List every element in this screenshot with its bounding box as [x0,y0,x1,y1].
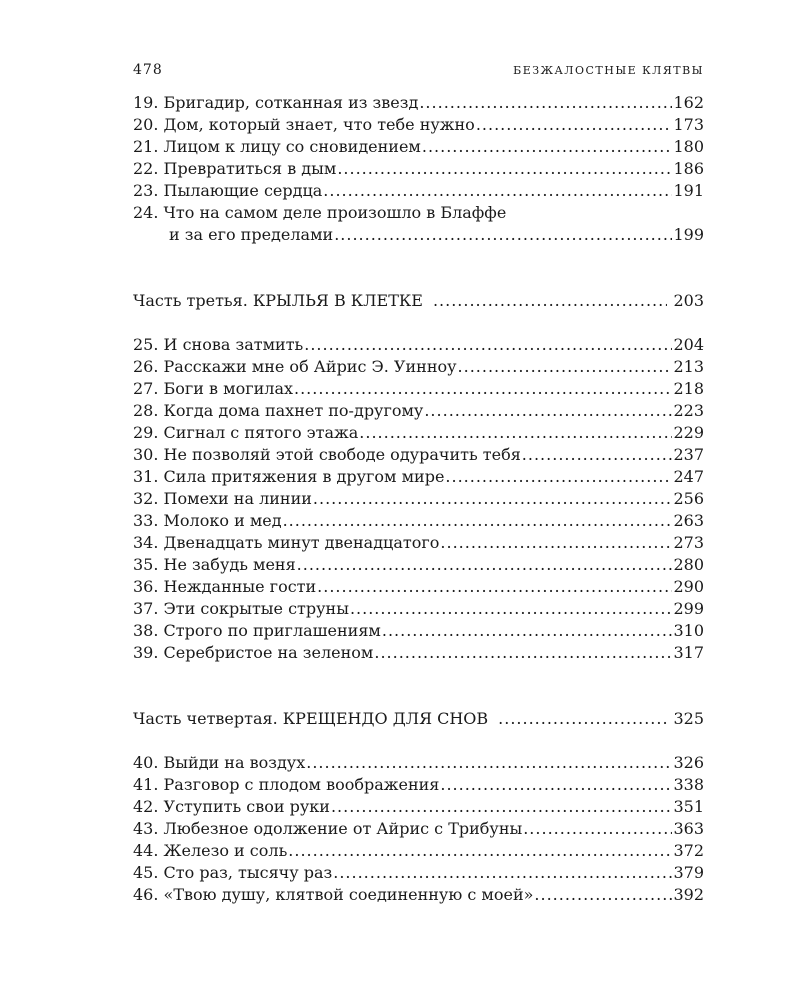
toc-entry-title: 44. Железо и соль [133,841,288,860]
toc-entry-page: 204 [673,335,704,354]
toc-entry-page: 351 [673,797,704,816]
toc-entry-title: 22. Превратиться в дым [133,159,337,178]
toc-entry-page: 247 [673,467,704,486]
toc-entry [133,620,704,642]
dot-leader [523,818,672,840]
toc-entry-page: 338 [673,775,704,794]
toc-entry [133,466,704,488]
dot-leader [306,752,672,774]
book-title: БЕЗЖАЛОСТНЫЕ КЛЯТВЫ [513,64,704,77]
toc-entry-title: 21. Лицом к лицу со сновидением [133,137,421,156]
toc-entry-title: 35. Не забудь меня [133,555,296,574]
dot-leader [440,774,672,796]
toc-entry-title: 46. «Твою душу, клятвой соединенную с моей» [133,885,534,904]
toc-entry-continuation [133,224,704,246]
toc-entry [133,818,704,840]
toc-entry-page: 256 [673,489,704,508]
toc-entry-title: 29. Сигнал с пятого этажа [133,423,359,442]
toc-entry-title: 43. Любезное одолжение от Айрис с Трибуны [133,819,523,838]
toc-entry-title: 27. Боги в могилах [133,379,293,398]
toc-entry [133,576,704,598]
dot-leader [350,598,673,620]
toc-entry-page: 223 [673,401,704,420]
toc-entry-page: 290 [673,577,704,596]
toc-entry-title: 20. Дом, который знает, что тебе нужно [133,115,475,134]
dot-leader [333,862,672,884]
toc-entry-title: 31. Сила притяжения в другом мире [133,467,445,486]
part-title: Часть четвертая. КРЕЩЕНДО ДЛЯ СНОВ [133,709,489,728]
toc-entry-title: 19. Бригадир, сотканная из звезд [133,93,419,112]
dot-leader [313,488,673,510]
toc-entry-page: 186 [673,159,704,178]
dot-leader [331,796,672,818]
toc-entry [133,378,704,400]
toc-entry [133,774,704,796]
dot-leader [304,334,672,356]
toc-entry [133,598,704,620]
dot-leader [522,444,673,466]
toc-entry-page: 273 [673,533,704,552]
toc-entry [133,510,704,532]
toc-entry [133,840,704,862]
toc-entry-page: 326 [673,753,704,772]
dot-leader [359,422,672,444]
toc-entry [133,136,704,158]
toc-entry-page: 263 [673,511,704,530]
dot-leader [323,180,672,202]
toc-entry-page: 180 [673,137,704,156]
running-head [133,62,704,92]
toc-entry-title: 36. Нежданные гости [133,577,317,596]
toc-entry [133,400,704,422]
toc-entry [133,642,704,664]
toc-entry [133,752,704,774]
toc-entry-title: 30. Не позволяй этой свободе одурачить тебя [133,445,521,464]
dot-leader [422,136,673,158]
book-page [133,62,704,906]
toc-entry-title: 28. Когда дома пахнет по-другому [133,401,424,420]
toc-entry-page: 310 [673,621,704,640]
dot-leader [288,840,672,862]
toc-entry-page: 218 [673,379,704,398]
toc-entry-title: 26. Расскажи мне об Айрис Э. Уинноу [133,357,457,376]
toc-entry-title: 41. Разговор с плодом воображения [133,775,440,794]
dot-leader [424,400,672,422]
dot-leader [440,532,672,554]
toc-entry-page: 317 [673,643,704,662]
toc-group-2 [133,334,704,664]
toc-entry [133,158,704,180]
toc-entry-title: 34. Двенадцать минут двенадцатого [133,533,440,552]
toc-entry-page: 229 [673,423,704,442]
toc-entry [133,422,704,444]
toc-entry-title: 25. И снова затмить [133,335,304,354]
dot-leader [283,510,673,532]
toc-group-3 [133,752,704,906]
toc-entry [133,114,704,136]
dot-leader [382,620,673,642]
toc-entry-page: 379 [673,863,704,882]
toc-entry [133,180,704,202]
dot-leader [458,356,673,378]
toc-entry [133,554,704,576]
dot-leader [297,554,673,576]
toc-entry-title: 38. Строго по приглашениям [133,621,381,640]
toc-entry-title: 23. Пылающие сердца [133,181,323,200]
toc-entry [133,488,704,510]
toc-entry-title: 40. Выйди на воздух [133,753,306,772]
toc-entry-page: 213 [673,357,704,376]
toc-entry-page: 372 [673,841,704,860]
toc-entry-title: 39. Серебристое на зеленом [133,643,374,662]
toc-entry-page: 280 [673,555,704,574]
dot-leader [498,708,667,730]
toc-entry [133,334,704,356]
toc-entry-page: 363 [673,819,704,838]
part-heading-3 [133,290,704,312]
part-page: 325 [673,709,704,728]
page-number: 478 [133,62,163,78]
toc-entry-page: 199 [673,225,704,244]
toc-entry [133,444,704,466]
part-page: 203 [673,291,704,310]
dot-leader [476,114,673,136]
part-title: Часть третья. КРЫЛЬЯ В КЛЕТКЕ [133,291,423,310]
toc-entry-page: 162 [673,93,704,112]
dot-leader [334,224,672,246]
dot-leader [419,92,672,114]
toc-entry [133,796,704,818]
toc-entry [133,884,704,906]
toc-entry-title: 42. Уступить свои руки [133,797,330,816]
toc-entry-page: 392 [673,885,704,904]
toc-group-1 [133,92,704,246]
dot-leader [374,642,672,664]
toc-entry [133,862,704,884]
toc-entry-page: 237 [673,445,704,464]
dot-leader [445,466,672,488]
toc-entry-page: 191 [673,181,704,200]
dot-leader [294,378,672,400]
toc-entry-title: 33. Молоко и мед [133,511,282,530]
toc-entry [133,202,704,246]
toc-entry-title: 24. Что на самом деле произошло в Блаффе [133,203,507,222]
dot-leader [317,576,672,598]
part-heading-4 [133,708,704,730]
dot-leader [534,884,672,906]
toc-entry-title-cont: и за его пределами [169,225,334,244]
dot-leader [337,158,672,180]
dot-leader [433,290,668,312]
toc-entry-title: 45. Сто раз, тысячу раз [133,863,333,882]
toc-entry [133,92,704,114]
toc-entry-page: 173 [673,115,704,134]
toc-entry-page: 299 [673,599,704,618]
toc-entry [133,532,704,554]
toc-entry-title: 32. Помехи на линии [133,489,312,508]
toc-entry-title: 37. Эти сокрытые струны [133,599,349,618]
toc-entry [133,356,704,378]
